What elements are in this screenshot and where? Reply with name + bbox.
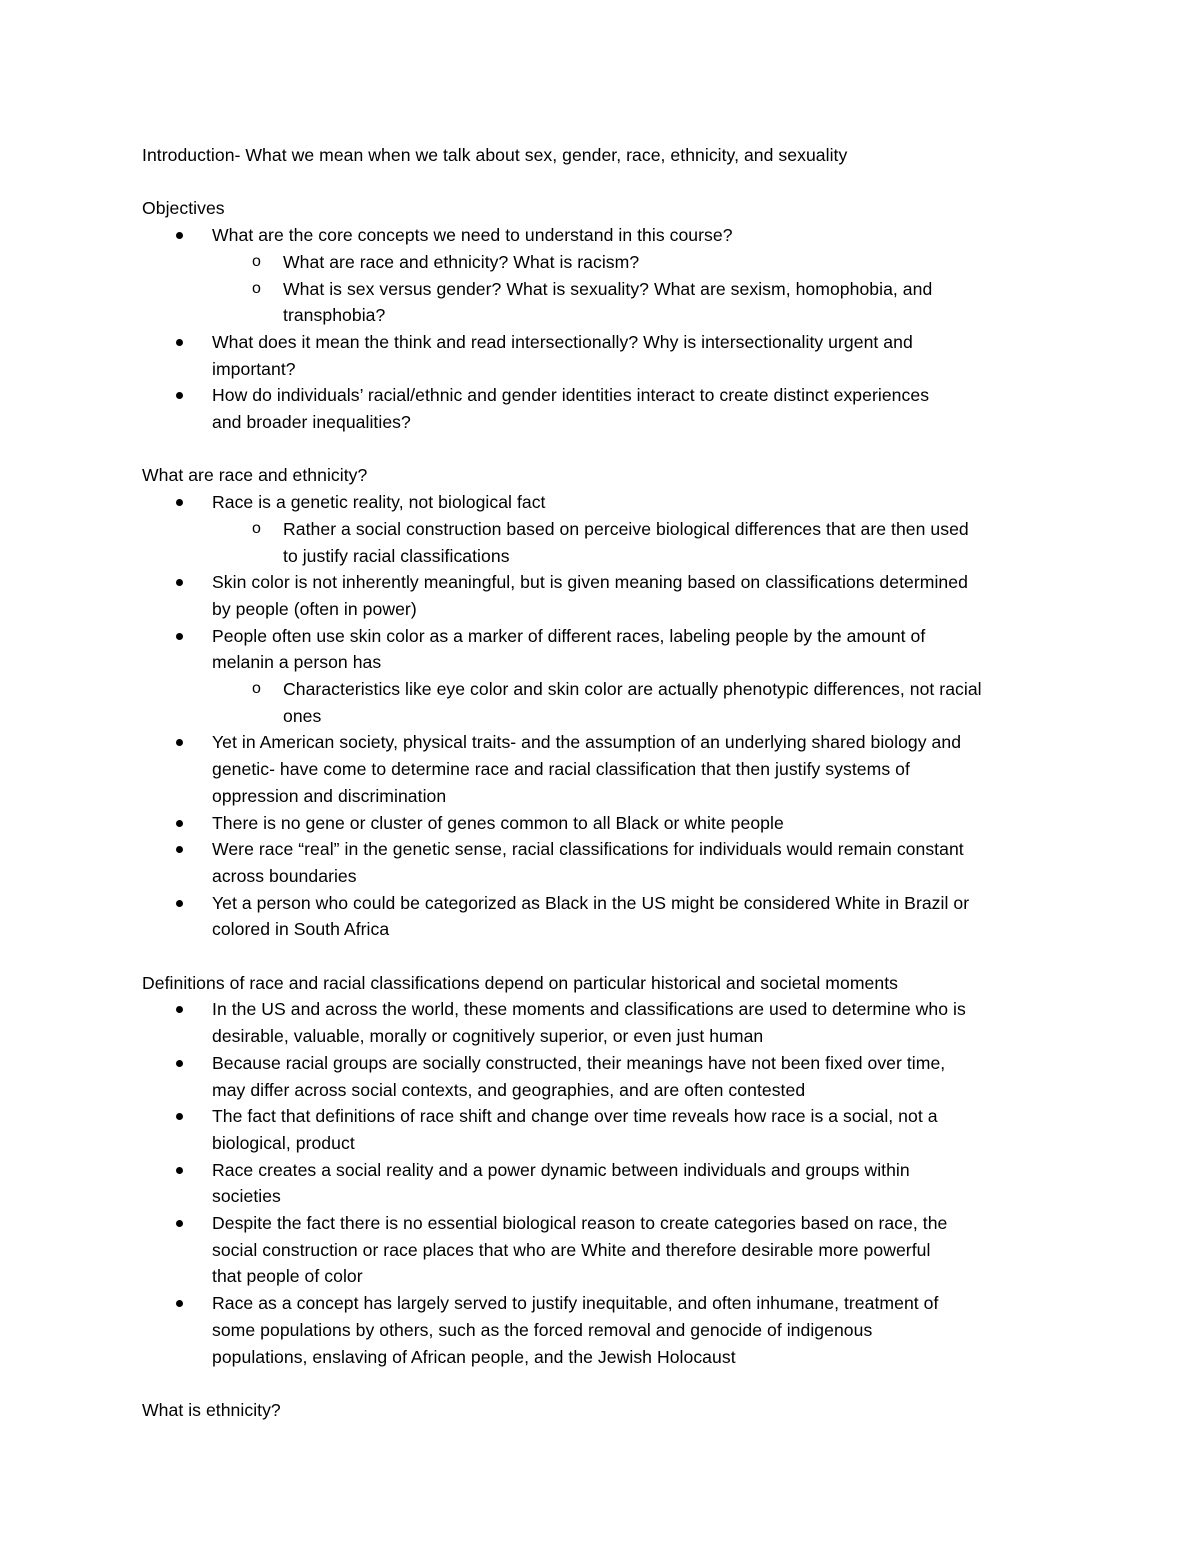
list-item-continuation <box>142 1263 1072 1290</box>
line-text: transphobia? <box>283 305 386 326</box>
blank-line <box>142 436 1072 463</box>
bullet-icon <box>176 633 183 640</box>
document-page <box>142 142 1072 1424</box>
blank-line <box>142 1370 1072 1397</box>
sub-list-item <box>142 249 1072 276</box>
bullet-icon <box>176 900 183 907</box>
list-item <box>142 836 1072 863</box>
line-text: biological, product <box>212 1132 355 1153</box>
list-item-continuation <box>142 409 1072 436</box>
line-text: by people (often in power) <box>212 598 417 619</box>
line-text: societies <box>212 1186 281 1207</box>
section-heading: Definitions of race and racial classifications depend on particular historical and societal moments <box>142 972 898 993</box>
list-item <box>142 1103 1072 1130</box>
list-item-continuation <box>142 596 1072 623</box>
bullet-icon <box>176 392 183 399</box>
line-text: some populations by others, such as the forced removal and genocide of indigenous <box>212 1319 873 1340</box>
line-text: What are the core concepts we need to understand in this course? <box>212 225 733 246</box>
list-item-continuation <box>142 1130 1072 1157</box>
line-text: Characteristics like eye color and skin color are actually phenotypic differences, not racial <box>283 679 982 700</box>
list-item-continuation <box>142 1023 1072 1050</box>
list-item-continuation <box>142 1344 1072 1371</box>
bullet-icon <box>176 579 183 586</box>
list-item-continuation <box>142 783 1072 810</box>
list-item <box>142 623 1072 650</box>
line-text: People often use skin color as a marker of different races, labeling people by the amount of <box>212 625 926 646</box>
line-text: Race creates a social reality and a power dynamic between individuals and groups within <box>212 1159 910 1180</box>
list-item <box>142 1210 1072 1237</box>
sub-bullet-marker: o <box>252 252 261 270</box>
line-text: across boundaries <box>212 865 357 886</box>
line-text: melanin a person has <box>212 652 382 673</box>
list-item <box>142 810 1072 837</box>
line-text: Despite the fact there is no essential biological reason to create categories based on race, the <box>212 1213 948 1234</box>
list-item <box>142 1157 1072 1184</box>
bullet-icon <box>176 846 183 853</box>
sub-list-item <box>142 516 1072 543</box>
line-text: social construction or race places that who are White and therefore desirable more powerful <box>212 1239 931 1260</box>
line-text: In the US and across the world, these moments and classifications are used to determine who is <box>212 999 966 1020</box>
list-item <box>142 569 1072 596</box>
line-text: What does it mean the think and read intersectionally? Why is intersectionality urgent and <box>212 331 913 352</box>
line-text: populations, enslaving of African people, and the Jewish Holocaust <box>212 1346 736 1367</box>
list-item <box>142 1050 1072 1077</box>
sub-bullet-marker: o <box>252 279 261 297</box>
list-item <box>142 1290 1072 1317</box>
line-text: ones <box>283 705 322 726</box>
list-item-continuation <box>142 1317 1072 1344</box>
line-text: to justify racial classifications <box>283 545 510 566</box>
blank-line <box>142 169 1072 196</box>
sub-bullet-marker: o <box>252 519 261 537</box>
line-text: The fact that definitions of race shift and change over time reveals how race is a social, not a <box>212 1106 938 1127</box>
document-title: Introduction- What we mean when we talk about sex, gender, race, ethnicity, and sexuality <box>142 145 848 165</box>
list-item <box>142 489 1072 516</box>
bullet-icon <box>176 820 183 827</box>
list-item-continuation <box>142 703 1072 730</box>
list-item-continuation <box>142 1237 1072 1264</box>
line-text: What are race and ethnicity? What is racism? <box>283 251 640 272</box>
list-item <box>142 222 1072 249</box>
list-item-continuation <box>142 1077 1072 1104</box>
list-item-continuation <box>142 1183 1072 1210</box>
blank-line <box>142 943 1072 970</box>
section-heading: What are race and ethnicity? <box>142 465 368 486</box>
line-text: There is no gene or cluster of genes common to all Black or white people <box>212 812 784 833</box>
line-text: Race is a genetic reality, not biological fact <box>212 492 546 513</box>
line-text: may differ across social contexts, and geographies, and are often contested <box>212 1079 806 1100</box>
sub-list-item <box>142 276 1072 303</box>
line-text: What is sex versus gender? What is sexuality? What are sexism, homophobia, and <box>283 278 933 299</box>
document-body <box>142 169 1072 1424</box>
list-item <box>142 382 1072 409</box>
bullet-icon <box>176 1167 183 1174</box>
line-text: oppression and discrimination <box>212 785 447 806</box>
line-text: important? <box>212 358 296 379</box>
list-item-continuation <box>142 302 1072 329</box>
line-text: that people of color <box>212 1266 363 1287</box>
bullet-icon <box>176 1300 183 1307</box>
line-text: Because racial groups are socially constructed, their meanings have not been fixed over time, <box>212 1052 946 1073</box>
line-text: Were race “real” in the genetic sense, racial classifications for individuals would remain constant <box>212 839 964 860</box>
bullet-icon <box>176 739 183 746</box>
list-item-continuation <box>142 649 1072 676</box>
list-item-continuation <box>142 863 1072 890</box>
line-text: Skin color is not inherently meaningful, but is given meaning based on classifications determined <box>212 572 968 593</box>
line-text: Race as a concept has largely served to justify inequitable, and often inhumane, treatment of <box>212 1293 939 1314</box>
line-text: desirable, valuable, morally or cognitively superior, or even just human <box>212 1026 764 1047</box>
line-text: Yet in American society, physical traits- and the assumption of an underlying shared biology and <box>212 732 962 753</box>
line-text: Rather a social construction based on perceive biological differences that are then used <box>283 518 969 539</box>
bullet-icon <box>176 232 183 239</box>
bullet-icon <box>176 1113 183 1120</box>
line-text: genetic- have come to determine race and racial classification that then justify systems of <box>212 759 910 780</box>
bullet-icon <box>176 499 183 506</box>
line-text: colored in South Africa <box>212 919 390 940</box>
line-text: Yet a person who could be categorized as Black in the US might be considered White in Brazil or <box>212 892 970 913</box>
list-item <box>142 329 1072 356</box>
list-item <box>142 729 1072 756</box>
sub-list-item <box>142 676 1072 703</box>
line-text: How do individuals’ racial/ethnic and gender identities interact to create distinct experiences <box>212 385 930 406</box>
list-item-continuation <box>142 916 1072 943</box>
bullet-icon <box>176 339 183 346</box>
section-heading: Objectives <box>142 198 225 219</box>
bullet-icon <box>176 1220 183 1227</box>
bullet-icon <box>176 1060 183 1067</box>
list-item-continuation <box>142 356 1072 383</box>
list-item <box>142 996 1072 1023</box>
list-item <box>142 890 1072 917</box>
bullet-icon <box>176 1006 183 1013</box>
section-heading: What is ethnicity? <box>142 1399 281 1420</box>
line-text: and broader inequalities? <box>212 412 411 433</box>
sub-bullet-marker: o <box>252 680 261 698</box>
list-item-continuation <box>142 756 1072 783</box>
list-item-continuation <box>142 543 1072 570</box>
